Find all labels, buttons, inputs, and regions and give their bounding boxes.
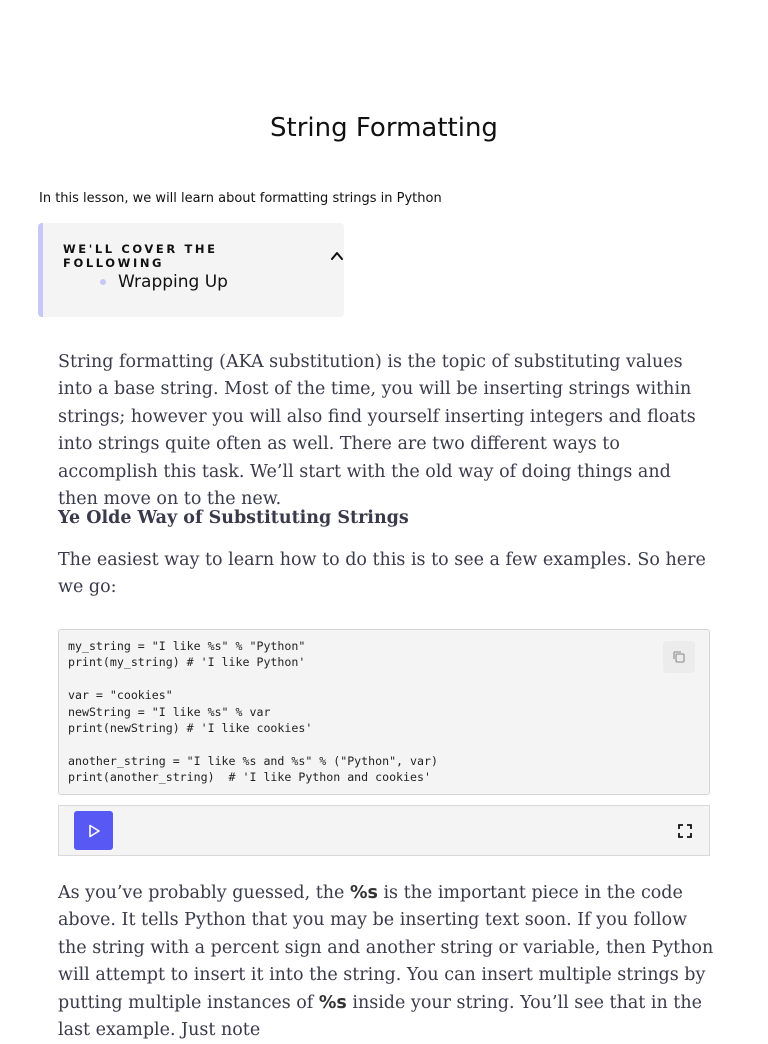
copy-code-button[interactable] xyxy=(663,641,695,673)
code-line: var = "cookies" xyxy=(68,688,173,703)
code-line: print(another_string) # 'I like Python and cookies' xyxy=(68,770,431,785)
toc-toggle[interactable] xyxy=(63,242,344,270)
run-button[interactable] xyxy=(74,811,113,850)
code-line xyxy=(68,671,438,687)
toc-item-label: Wrapping Up xyxy=(118,272,228,292)
inline-code: %s xyxy=(318,992,347,1013)
code-line: print(newString) # 'I like cookies' xyxy=(68,720,313,735)
inline-code: %s xyxy=(349,883,378,903)
copy-icon xyxy=(671,649,687,665)
chevron-up-icon xyxy=(330,249,344,263)
play-icon xyxy=(86,823,102,839)
code-line: my_string = "I like %s" % "Python" xyxy=(68,639,306,653)
table-of-contents xyxy=(38,223,344,317)
toc-list xyxy=(100,272,228,292)
toc-item-wrapping-up[interactable] xyxy=(100,272,228,292)
code-line: another_string = "I like %s and %s" % ("Python", var) xyxy=(68,753,438,768)
section-heading: Ye Olde Way of Substituting Strings xyxy=(58,508,409,528)
code-line: newString = "I like %s" % var xyxy=(68,704,271,719)
code-block xyxy=(58,629,710,795)
code-line: print(my_string) # 'I like Python' xyxy=(68,655,306,670)
explanation-text: is the important piece in the code above. It tells Python that you may be inserting text soon. If you follow the string with a percent sign and another string or variable, then Python will attempt to insert it into the string. You can insert multiple strings by putting multiple instances of xyxy=(58,883,714,1013)
lesson-subtitle: In this lesson, we will learn about formatting strings in Python xyxy=(39,191,442,206)
explanation-paragraph xyxy=(58,880,714,1044)
code-line xyxy=(68,736,438,752)
page-title: String Formatting xyxy=(270,113,498,143)
explanation-text: inside your string. You’ll see that in the last example. Just note xyxy=(58,992,702,1041)
explanation-text: As you’ve probably guessed, the xyxy=(58,883,350,903)
toc-heading: WE'LL COVER THE FOLLOWING xyxy=(63,242,218,270)
code-editor[interactable] xyxy=(68,638,438,786)
fullscreen-icon[interactable] xyxy=(677,823,693,839)
bullet-icon xyxy=(100,279,106,285)
examples-intro-paragraph: The easiest way to learn how to do this is to see a few examples. So here we go: xyxy=(58,550,706,598)
code-toolbar xyxy=(58,805,710,856)
intro-paragraph: String formatting (AKA substitution) is the topic of substituting values into a base string. Most of the time, you will be inserting strings within strings; however you will also find yourself inserting integers and floats into strings quite often as well. There are two different ways to accomplish this task. We’ll start with the old way of doing things and then move on to the new. xyxy=(58,352,696,510)
